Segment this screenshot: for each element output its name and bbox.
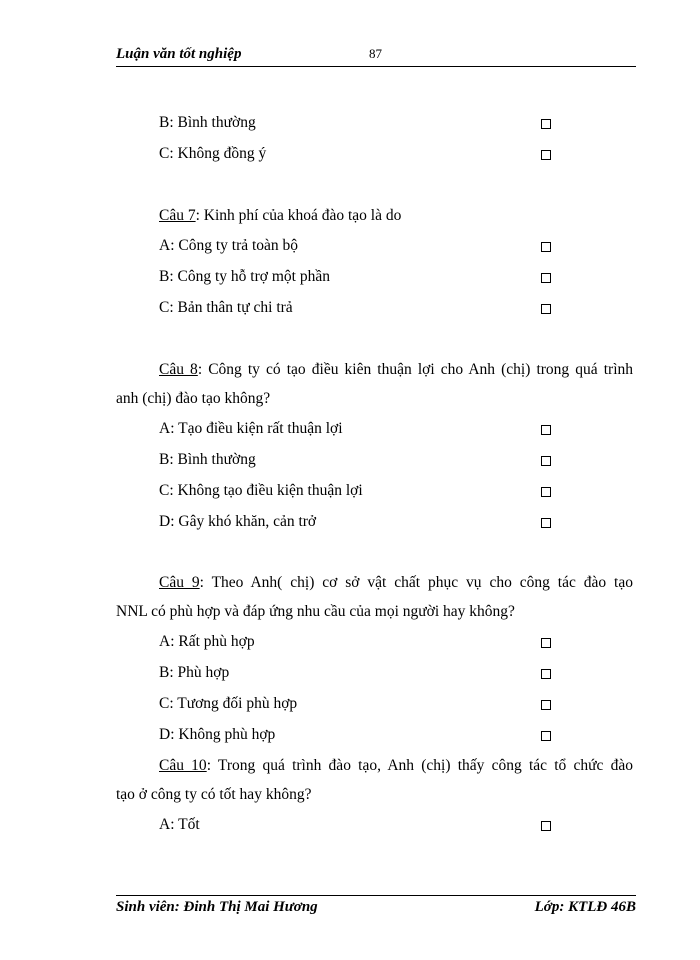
q7-option-a: A: Công ty trả toàn bộ (159, 237, 299, 254)
q6-option-b-checkbox[interactable] (541, 119, 551, 129)
q7-question (159, 207, 633, 225)
page-footer (116, 895, 636, 915)
q8-question-continuation: anh (chị) đào tạo không? (116, 390, 271, 407)
q9-label: Câu 9 (159, 574, 200, 591)
q9-option-d: D: Không phù hợp (159, 726, 276, 743)
q7-option-a-checkbox[interactable] (541, 242, 551, 252)
q8-option-a: A: Tạo điều kiện rất thuận lợi (159, 420, 343, 437)
q10-label: Câu 10 (159, 757, 207, 774)
q9-option-d-checkbox[interactable] (541, 731, 551, 741)
q8-option-d-checkbox[interactable] (541, 518, 551, 528)
q7-text: : Kinh phí của khoá đào tạo là do (195, 207, 402, 224)
q6-option-c: C: Không đồng ý (159, 145, 267, 162)
q9-option-c-checkbox[interactable] (541, 700, 551, 710)
q9-option-b: B: Phù hợp (159, 664, 230, 681)
header-title: Luận văn tốt nghiệp (116, 46, 242, 62)
q8-option-b-checkbox[interactable] (541, 456, 551, 466)
q8-question (159, 361, 633, 379)
q8-text: : Công ty có tạo điều kiên thuận lợi cho Anh (chị) trong quá trình (197, 361, 634, 378)
q10-option-a: A: Tốt (159, 816, 200, 833)
q6-option-c-checkbox[interactable] (541, 150, 551, 160)
q10-question-continuation: tạo ở công ty có tốt hay không? (116, 786, 312, 803)
q6-option-b: B: Bình thường (159, 114, 256, 131)
q7-option-c-checkbox[interactable] (541, 304, 551, 314)
page-number: 87 (369, 46, 382, 61)
footer-student-name: Sinh viên: Đinh Thị Mai Hương (116, 899, 318, 915)
q9-question (159, 574, 633, 592)
q9-text: : Theo Anh( chị) cơ sở vật chất phục vụ cho công tác đào tạo (199, 574, 633, 591)
q8-option-c-checkbox[interactable] (541, 487, 551, 497)
page-header (116, 44, 636, 67)
q8-option-a-checkbox[interactable] (541, 425, 551, 435)
q9-option-b-checkbox[interactable] (541, 669, 551, 679)
q8-option-b: B: Bình thường (159, 451, 256, 468)
q7-option-b: B: Công ty hỗ trợ một phần (159, 268, 330, 285)
q10-text: : Trong quá trình đào tạo, Anh (chị) thấy công tác tổ chức đào (206, 757, 634, 774)
q9-option-c: C: Tương đối phù hợp (159, 695, 298, 712)
q10-question (159, 757, 633, 775)
q9-option-a: A: Rất phù hợp (159, 633, 255, 650)
q7-option-b-checkbox[interactable] (541, 273, 551, 283)
q9-option-a-checkbox[interactable] (541, 638, 551, 648)
q10-option-a-checkbox[interactable] (541, 821, 551, 831)
q7-option-c: C: Bản thân tự chi trả (159, 299, 293, 316)
footer-class: Lớp: KTLĐ 46B (534, 899, 636, 915)
q8-label: Câu 8 (159, 361, 198, 378)
q8-option-c: C: Không tạo điều kiện thuận lợi (159, 482, 363, 499)
q8-option-d: D: Gây khó khăn, cản trở (159, 513, 317, 530)
q7-label: Câu 7 (159, 207, 196, 224)
q9-question-continuation: NNL có phù hợp và đáp ứng nhu cầu của mọi người hay không? (116, 603, 515, 620)
